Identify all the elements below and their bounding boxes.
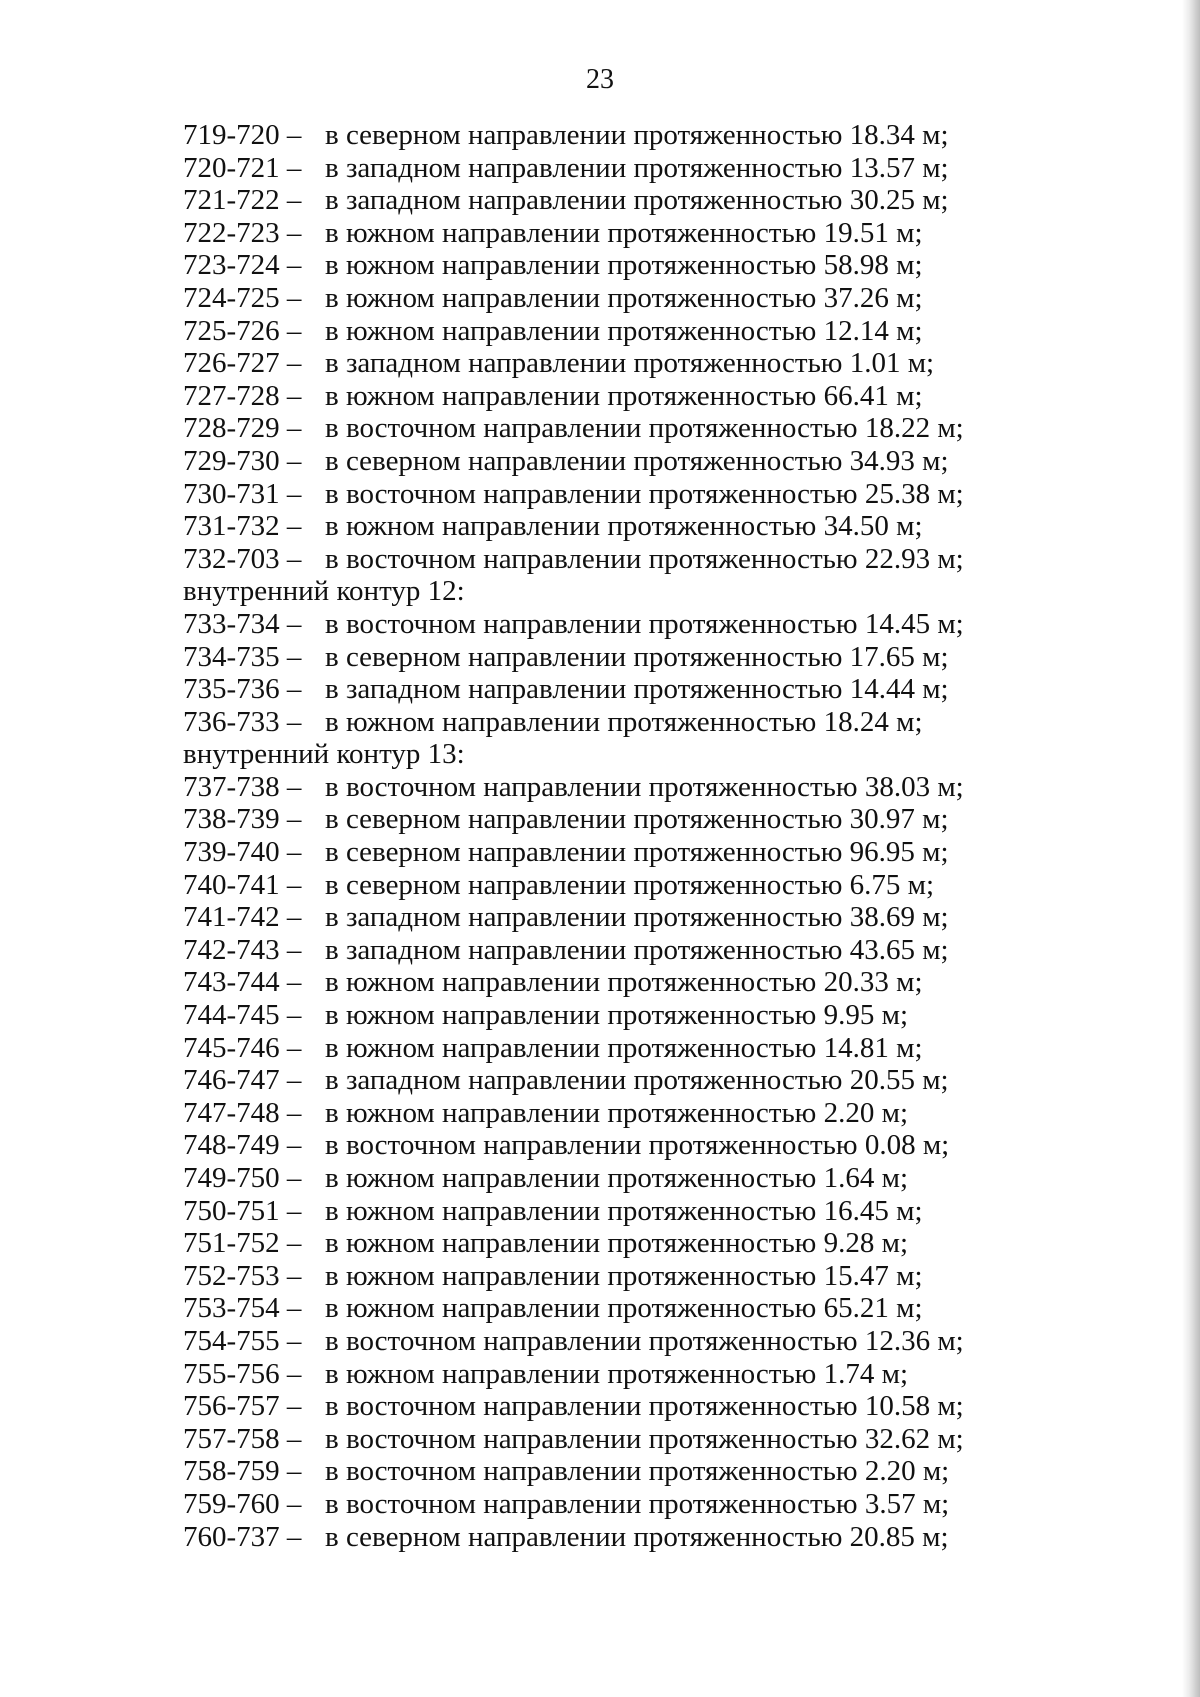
segment-line: [183, 1260, 983, 1293]
segment-description: в северном направлении протяженностью 34.93 м;: [325, 444, 949, 477]
segment-description: в южном направлении протяженностью 37.26 м;: [325, 281, 923, 314]
segment-description: в северном направлении протяженностью 6.75 м;: [325, 868, 935, 901]
segment-description: в южном направлении протяженностью 19.51 м;: [325, 216, 923, 249]
segment-line: [183, 1162, 983, 1195]
segment-line: [183, 1129, 983, 1162]
segment-line: [183, 380, 983, 413]
segment-description: в южном направлении протяженностью 58.98 м;: [325, 249, 923, 282]
segment-code: 755-756 –: [183, 1357, 302, 1390]
segment-line: [183, 1390, 983, 1423]
segment-line: [183, 1195, 983, 1228]
page-number: 23: [586, 64, 614, 95]
segment-line: [183, 1292, 983, 1325]
segment-description: в восточном направлении протяженностью 3.57 м;: [325, 1487, 950, 1520]
segment-line: [183, 641, 983, 674]
segment-description: в восточном направлении протяженностью 38.03 м;: [325, 770, 964, 803]
segment-description: в восточном направлении протяженностью 14.45 м;: [325, 607, 964, 640]
segment-code: 744-745 –: [183, 999, 302, 1032]
segment-code: 731-732 –: [183, 510, 302, 543]
segment-code: 728-729 –: [183, 412, 302, 445]
segment-code: 721-722 –: [183, 184, 302, 217]
segment-description: в восточном направлении протяженностью 22.93 м;: [325, 542, 964, 575]
segment-line: [183, 543, 983, 576]
segment-code: 725-726 –: [183, 314, 302, 347]
segment-code: 747-748 –: [183, 1096, 302, 1129]
segment-line: [183, 1064, 983, 1097]
segment-line: [183, 1227, 983, 1260]
segment-line: [183, 1521, 983, 1554]
segment-line: [183, 966, 983, 999]
segment-description: в восточном направлении протяженностью 12.36 м;: [325, 1324, 964, 1357]
segment-description: в южном направлении протяженностью 20.33 м;: [325, 966, 923, 999]
segment-line: [183, 706, 983, 739]
segment-description: в восточном направлении протяженностью 18.22 м;: [325, 412, 964, 445]
segment-line: [183, 412, 983, 445]
segment-code: 734-735 –: [183, 640, 302, 673]
segment-code: 757-758 –: [183, 1422, 302, 1455]
segment-description: в западном направлении протяженностью 1.01 м;: [325, 347, 935, 380]
segment-line: [183, 901, 983, 934]
segment-line: [183, 673, 983, 706]
segment-code: 733-734 –: [183, 607, 302, 640]
segment-line: [183, 1423, 983, 1456]
segment-line: [183, 934, 983, 967]
segment-description: в южном направлении протяженностью 2.20 м;: [325, 1096, 909, 1129]
segment-code: 738-739 –: [183, 803, 302, 836]
segment-code: 732-703 –: [183, 542, 302, 575]
segment-code: 746-747 –: [183, 1064, 302, 1097]
segment-code: 752-753 –: [183, 1259, 302, 1292]
segment-line: [183, 152, 983, 185]
segment-code: 730-731 –: [183, 477, 302, 510]
segment-description: в восточном направлении протяженностью 2.20 м;: [325, 1455, 950, 1488]
segment-code: 729-730 –: [183, 444, 302, 477]
segment-description: в северном направлении протяженностью 17.65 м;: [325, 640, 949, 673]
segment-description: в южном направлении протяженностью 12.14 м;: [325, 314, 923, 347]
segment-code: 741-742 –: [183, 901, 302, 934]
segment-description: в восточном направлении протяженностью 25.38 м;: [325, 477, 964, 510]
segment-code: 724-725 –: [183, 281, 302, 314]
segment-code: 727-728 –: [183, 379, 302, 412]
segment-description: в южном направлении протяженностью 1.74 м;: [325, 1357, 909, 1390]
segment-code: 743-744 –: [183, 966, 302, 999]
segment-code: 739-740 –: [183, 836, 302, 869]
segment-line: [183, 1358, 983, 1391]
segment-code: 735-736 –: [183, 673, 302, 706]
segment-description: в южном направлении протяженностью 66.41 м;: [325, 379, 923, 412]
segment-description: в южном направлении протяженностью 16.45 м;: [325, 1194, 923, 1227]
segment-line: [183, 478, 983, 511]
segment-code: 749-750 –: [183, 1162, 302, 1194]
segment-line: [183, 1032, 983, 1065]
segment-description: в западном направлении протяженностью 14.44 м;: [325, 673, 949, 706]
boundary-description-list: [183, 119, 983, 1553]
segment-description: в южном направлении протяженностью 65.21 м;: [325, 1292, 923, 1325]
segment-code: 736-733 –: [183, 705, 302, 738]
segment-code: 737-738 –: [183, 770, 302, 803]
segment-code: 726-727 –: [183, 347, 302, 380]
segment-code: 756-757 –: [183, 1390, 302, 1423]
segment-line: [183, 1488, 983, 1521]
segment-line: [183, 445, 983, 478]
segment-code: 750-751 –: [183, 1194, 302, 1227]
segment-description: в южном направлении протяженностью 9.95 м;: [325, 999, 909, 1032]
segment-description: в северном направлении протяженностью 96.95 м;: [325, 836, 949, 869]
segment-code: 748-749 –: [183, 1129, 302, 1162]
segment-line: [183, 1097, 983, 1130]
segment-line: [183, 1455, 983, 1488]
segment-line: [183, 869, 983, 902]
segment-line: [183, 217, 983, 250]
segment-description: в западном направлении протяженностью 43.65 м;: [325, 933, 949, 966]
segment-description: в северном направлении протяженностью 20.85 м;: [325, 1520, 949, 1553]
segment-line: [183, 184, 983, 217]
segment-code: 753-754 –: [183, 1292, 302, 1325]
segment-line: [183, 119, 983, 152]
segment-code: 740-741 –: [183, 868, 302, 901]
segment-description: в южном направлении протяженностью 34.50 м;: [325, 510, 923, 543]
segment-description: в западном направлении протяженностью 38.69 м;: [325, 901, 949, 934]
segment-line: [183, 1325, 983, 1358]
segment-description: в южном направлении протяженностью 18.24 м;: [325, 705, 923, 738]
segment-description: в северном направлении протяженностью 30.97 м;: [325, 803, 949, 836]
segment-code: 759-760 –: [183, 1487, 302, 1520]
contour-heading: внутренний контур 13:: [183, 738, 465, 771]
segment-line: [183, 315, 983, 348]
segment-description: в южном направлении протяженностью 1.64 м;: [325, 1162, 909, 1194]
segment-code: 760-737 –: [183, 1520, 302, 1553]
contour-heading: внутренний контур 12:: [183, 575, 465, 608]
segment-description: в западном направлении протяженностью 13.57 м;: [325, 151, 949, 184]
segment-line: [183, 771, 983, 804]
segment-code: 751-752 –: [183, 1227, 302, 1260]
segment-line: [183, 249, 983, 282]
segment-line: [183, 347, 983, 380]
segment-code: 758-759 –: [183, 1455, 302, 1488]
segment-description: в западном направлении протяженностью 20.55 м;: [325, 1064, 949, 1097]
segment-description: в северном направлении протяженностью 18.34 м;: [325, 119, 949, 151]
segment-code: 754-755 –: [183, 1324, 302, 1357]
segment-code: 723-724 –: [183, 249, 302, 282]
segment-description: в южном направлении протяженностью 14.81 м;: [325, 1031, 923, 1064]
segment-line: [183, 836, 983, 869]
segment-line: [183, 999, 983, 1032]
segment-line: [183, 510, 983, 543]
segment-description: в западном направлении протяженностью 30.25 м;: [325, 184, 949, 217]
segment-description: в южном направлении протяженностью 9.28 м;: [325, 1227, 909, 1260]
scan-edge-shadow: [1182, 0, 1200, 1697]
segment-description: в восточном направлении протяженностью 10.58 м;: [325, 1390, 964, 1423]
segment-code: 720-721 –: [183, 151, 302, 184]
segment-code: 722-723 –: [183, 216, 302, 249]
segment-description: в восточном направлении протяженностью 0.08 м;: [325, 1129, 950, 1162]
segment-code: 719-720 –: [183, 119, 302, 151]
segment-line: [183, 803, 983, 836]
segment-code: 745-746 –: [183, 1031, 302, 1064]
segment-description: в восточном направлении протяженностью 32.62 м;: [325, 1422, 964, 1455]
segment-description: в южном направлении протяженностью 15.47 м;: [325, 1259, 923, 1292]
segment-line: [183, 282, 983, 315]
segment-code: 742-743 –: [183, 933, 302, 966]
segment-line: [183, 608, 983, 641]
